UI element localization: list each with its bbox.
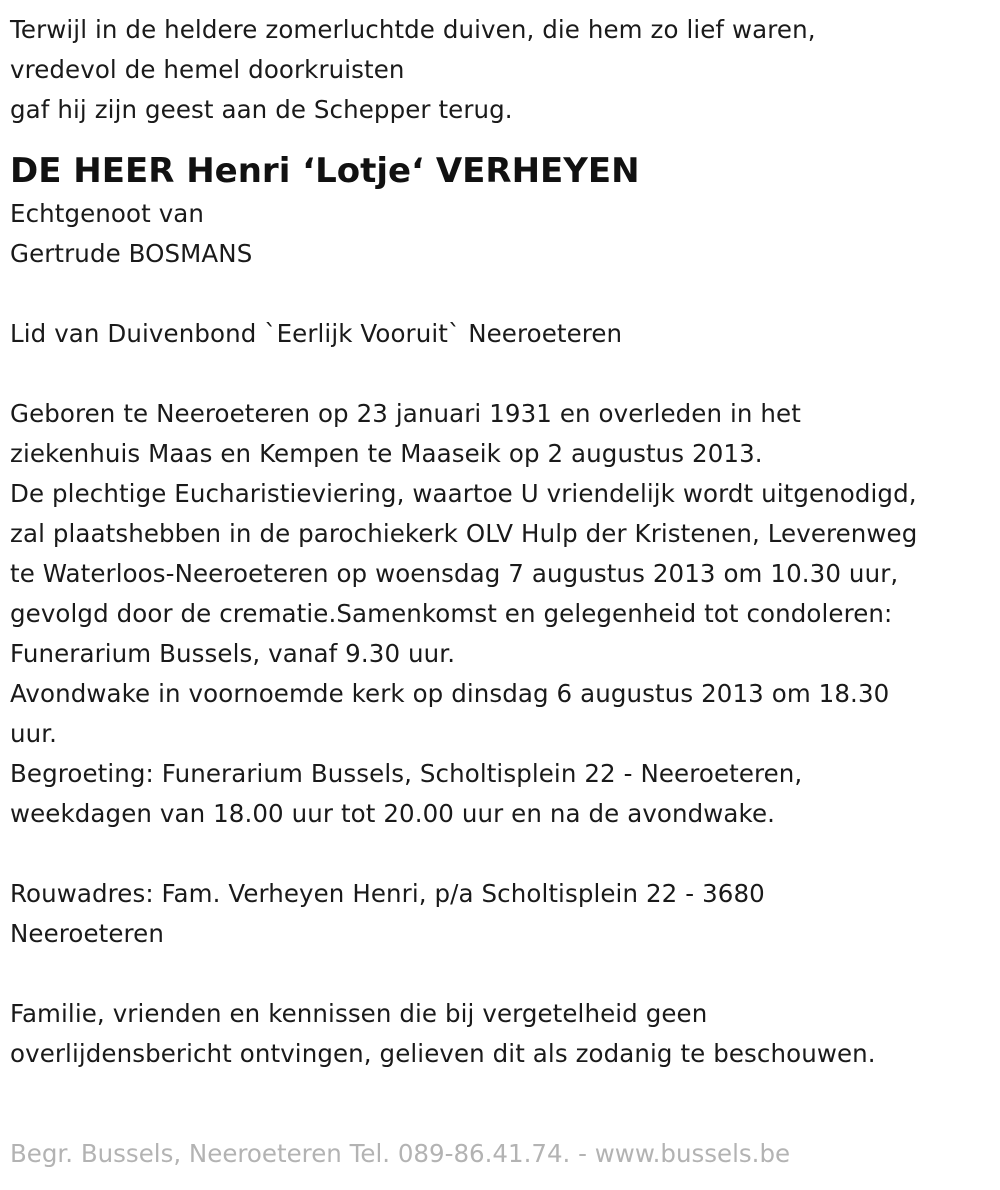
membership-line: Lid van Duivenbond `Eerlijk Vooruit` Neeroeteren <box>10 319 623 348</box>
details-line: De plechtige Eucharistieviering, waartoe U vriendelijk wordt uitgenodigd, <box>10 479 917 508</box>
details-line: gevolgd door de crematie.Samenkomst en gelegenheid tot condoleren: <box>10 599 893 628</box>
poem-line: gaf hij zijn geest aan de Schepper terug. <box>10 95 513 124</box>
closing-block <box>10 994 1000 1074</box>
poem-line: Terwijl in de heldere zomerluchtde duiven, die hem zo lief waren, <box>10 15 816 44</box>
details-line: Begroeting: Funerarium Bussels, Scholtisplein 22 - Neeroeteren, <box>10 759 803 788</box>
details-line: weekdagen van 18.00 uur tot 20.00 uur en na de avondwake. <box>10 799 776 828</box>
deceased-name: DE HEER Henri ‘Lotje‘ VERHEYEN <box>10 151 640 191</box>
details-line: Funerarium Bussels, vanaf 9.30 uur. <box>10 639 456 668</box>
spouse-line: Echtgenoot van <box>10 199 205 228</box>
poem-line: vredevol de hemel doorkruisten <box>10 55 405 84</box>
details-line: uur. <box>10 719 58 748</box>
address-line: Rouwadres: Fam. Verheyen Henri, p/a Scholtisplein 22 - 3680 <box>10 879 765 908</box>
spacer <box>10 274 1000 314</box>
details-line: Avondwake in voornoemde kerk op dinsdag 6 augustus 2013 om 18.30 <box>10 679 890 708</box>
spacer <box>10 954 1000 994</box>
closing-line: overlijdensbericht ontvingen, gelieven dit als zodanig te beschouwen. <box>10 1039 876 1068</box>
footer-contact: Begr. Bussels, Neeroeteren Tel. 089-86.41.74. - www.bussels.be <box>10 1139 791 1168</box>
details-block <box>10 394 1000 834</box>
spouse-block <box>10 194 1000 274</box>
details-line: Geboren te Neeroeteren op 23 januari 1931 en overleden in het <box>10 399 801 428</box>
spacer <box>10 354 1000 394</box>
spouse-line: Gertrude BOSMANS <box>10 239 253 268</box>
details-line: ziekenhuis Maas en Kempen te Maaseik op 2 augustus 2013. <box>10 439 763 468</box>
closing-line: Familie, vrienden en kennissen die bij vergetelheid geen <box>10 999 708 1028</box>
poem-block <box>10 10 1000 130</box>
address-line: Neeroeteren <box>10 919 164 948</box>
address-block <box>10 874 1000 954</box>
details-line: zal plaatshebben in de parochiekerk OLV Hulp der Kristenen, Leverenweg <box>10 519 918 548</box>
spacer <box>10 834 1000 874</box>
details-line: te Waterloos-Neeroeteren op woensdag 7 augustus 2013 om 10.30 uur, <box>10 559 899 588</box>
